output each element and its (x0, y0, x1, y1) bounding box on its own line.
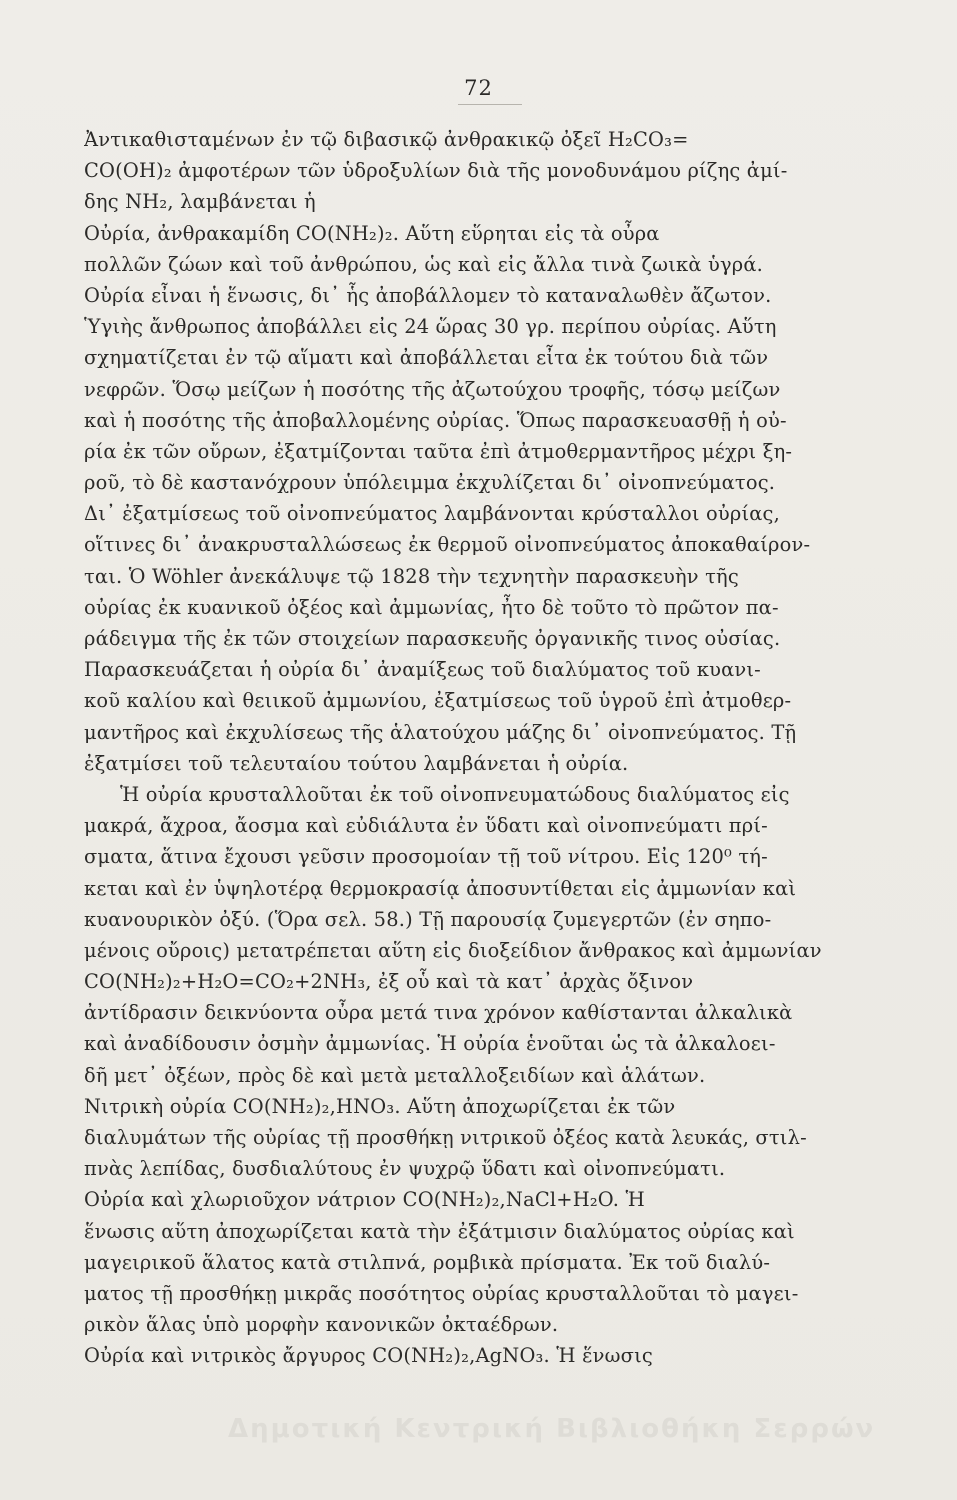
text-line: ἕνωσις αὕτη ἀποχωρίζεται κατὰ τὴν ἐξάτμισιν διαλύματος οὐρίας καὶ (84, 1219, 795, 1243)
text-line: CO(OH)₂ ἀμφοτέρων τῶν ὑδροξυλίων διὰ τῆς μονοδυνάμου ρίζης ἀμί- (84, 159, 788, 183)
header-rule (458, 104, 522, 105)
text-line: ται. Ὁ Wöhler ἀνεκάλυψε τῷ 1828 τὴν τεχνητὴν παρασκευὴν τῆς (84, 564, 739, 588)
text-line: ροῦ, τὸ δὲ καστανόχρουν ὑπόλειμμα ἐκχυλίζεται δι᾽ οἰνοπνεύματος. (84, 471, 776, 495)
text-line: ράδειγμα τῆς ἐκ τῶν στοιχείων παρασκευῆς ὀργανικῆς τινος οὐσίας. (84, 627, 781, 650)
text-line: Δι᾽ ἐξατμίσεως τοῦ οἰνοπνεύματος λαμβάνονται κρύσταλλοι οὐρίας, (84, 502, 780, 526)
text-line: κοῦ καλίου καὶ θειικοῦ ἀμμωνίου, ἐξατμίσεως τοῦ ὑγροῦ ἐπὶ ἀτμοθερ- (84, 689, 792, 713)
text-line: Παρασκευάζεται ἡ οὐρία δι᾽ ἀναμίξεως τοῦ διαλύματος τοῦ κυανι- (84, 658, 761, 682)
text-line: μαντῆρος καὶ ἐκχυλίσεως τῆς ἁλατούχου μάζης δι᾽ οἰνοπνεύματος. Τῇ (84, 720, 797, 744)
page-body-text (84, 124, 904, 1372)
library-watermark: Δημοτική Κεντρική Βιβλιοθήκη Σερρών (228, 1414, 876, 1444)
text-line: σχηματίζεται ἐν τῷ αἵματι καὶ ἀποβάλλεται εἶτα ἐκ τούτου διὰ τῶν (84, 346, 769, 370)
text-line: δης NH₂, λαμβάνεται ἡ (84, 190, 316, 214)
text-line: μαγειρικοῦ ἅλατος κατὰ στιλπνά, ρομβικὰ πρίσματα. Ἐκ τοῦ διαλύ- (84, 1250, 771, 1274)
text-line: οἵτινες δι᾽ ἀνακρυσταλλώσεως ἐκ θερμοῦ οἰνοπνεύματος ἀποκαθαίρον- (84, 533, 811, 557)
text-line: μακρά, ἄχροα, ἄοσμα καὶ εὐδιάλυτα ἐν ὕδατι καὶ οἰνοπνεύματι πρί- (84, 814, 768, 838)
text-line: CO(NH₂)₂+H₂O=CO₂+2NH₃, ἐξ οὗ καὶ τὰ κατ᾽ ἀρχὰς ὄξινον (84, 970, 694, 994)
text-line: οὐρίας ἐκ κυανικοῦ ὀξέος καὶ ἀμμωνίας, ἦτο δὲ τοῦτο τὸ πρῶτον πα- (84, 595, 779, 619)
text-line: καὶ ἡ ποσότης τῆς ἀποβαλλομένης οὐρίας. Ὅπως παρασκευασθῇ ἡ οὐ- (84, 408, 787, 432)
text-line: ρία ἐκ τῶν οὔρων, ἐξατμίζονται ταῦτα ἐπὶ ἀτμοθερμαντῆρος μέχρι ξη- (84, 439, 793, 463)
text-line: ματος τῇ προσθήκῃ μικρᾶς ποσότητος οὐρίας κρυσταλλοῦται τὸ μαγει- (84, 1281, 799, 1305)
text-line: κεται καὶ ἐν ὑψηλοτέρᾳ θερμοκρασίᾳ ἀποσυντίθεται εἰς ἀμμωνίαν καὶ (84, 876, 797, 900)
text-line: Οὐρία εἶναι ἡ ἕνωσις, δι᾽ ἧς ἀποβάλλομεν τὸ καταναλωθὲν ἄζωτον. (84, 283, 772, 307)
text-line: πνὰς λεπίδας, δυσδιαλύτους ἐν ψυχρῷ ὕδατι καὶ οἰνοπνεύματι. (84, 1157, 726, 1181)
text-line: Νιτρικὴ οὐρία CO(NH₂)₂,HNO₃. Αὕτη ἀποχωρίζεται ἐκ τῶν (84, 1094, 676, 1118)
text-line: Ἀντικαθισταμένων ἐν τῷ διβασικῷ ἀνθρακικῷ ὀξεῖ H₂CO₃= (84, 128, 689, 151)
page-number: 72 (464, 76, 493, 100)
text-line: κυανουρικὸν ὀξύ. (Ὅρα σελ. 58.) Τῇ παρουσίᾳ ζυμεγερτῶν (ἐν σηπο- (84, 907, 772, 931)
text-line: ἐξατμίσει τοῦ τελευταίου τούτου λαμβάνεται ἡ οὐρία. (84, 751, 629, 775)
text-line: διαλυμάτων τῆς οὐρίας τῇ προσθήκῃ νιτρικοῦ ὀξέος κατὰ λευκάς, στιλ- (84, 1126, 807, 1149)
text-line: σματα, ἅτινα ἔχουσι γεῦσιν προσομοίαν τῇ τοῦ νίτρου. Εἰς 120⁰ τή- (84, 845, 768, 869)
text-line: Οὐρία καὶ νιτρικὸς ἄργυρος CO(NH₂)₂,AgNO₃. Ἡ ἕνωσις (84, 1344, 653, 1368)
text-line: Οὐρία, ἀνθρακαμίδη CO(NH₂)₂. Αὕτη εὕρηται εἰς τὰ οὖρα (84, 221, 660, 245)
text-line: Οὐρία καὶ χλωριοῦχον νάτριον CO(NH₂)₂,NaCl+H₂O. Ἡ (84, 1188, 645, 1212)
text-line: ρικὸν ἅλας ὑπὸ μορφὴν κανονικῶν ὀκταέδρων. (84, 1313, 559, 1337)
text-line: καὶ ἀναδίδουσιν ὀσμὴν ἀμμωνίας. Ἡ οὐρία ἑνοῦται ὡς τὰ ἀλκαλοει- (84, 1032, 776, 1056)
text-line: Ὑγιὴς ἄνθρωπος ἀποβάλλει εἰς 24 ὥρας 30 γρ. περίπου οὐρίας. Αὕτη (84, 315, 777, 339)
text-line: ἀντίδρασιν δεικνύοντα οὖρα μετά τινα χρόνον καθίστανται ἀλκαλικὰ (84, 1001, 793, 1025)
text-line: νεφρῶν. Ὅσῳ μείζων ἡ ποσότης τῆς ἀζωτούχου τροφῆς, τόσῳ μείζων (84, 377, 781, 401)
text-line: Ἡ οὐρία κρυσταλλοῦται ἐκ τοῦ οἰνοπνευματώδους διαλύματος εἰς (120, 782, 790, 806)
text-line: δῆ μετ᾽ ὀξέων, πρὸς δὲ καὶ μετὰ μεταλλοξειδίων καὶ ἁλάτων. (84, 1063, 706, 1087)
text-line: πολλῶν ζώων καὶ τοῦ ἀνθρώπου, ὡς καὶ εἰς ἄλλα τινὰ ζωικὰ ὑγρά. (84, 252, 764, 276)
text-line: μένοις οὔροις) μετατρέπεται αὕτη εἰς διοξείδιον ἄνθρακος καὶ ἀμμωνίαν (84, 938, 822, 962)
